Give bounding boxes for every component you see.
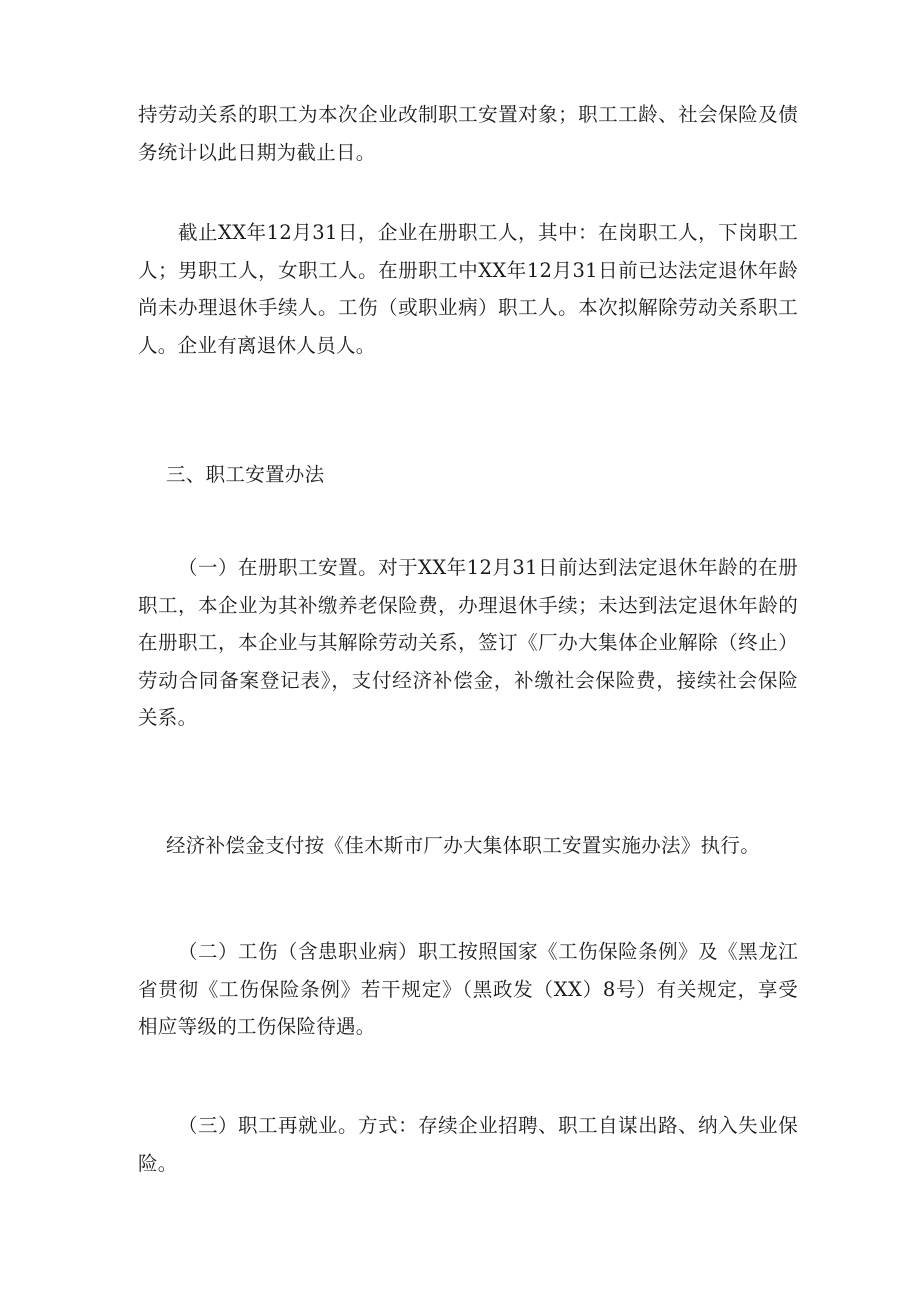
paragraph-reemployment: （三）职工再就业。方式：存续企业招聘、职工自谋出路、纳入失业保险。 — [138, 1114, 798, 1175]
paragraph-registered-staff: （一）在册职工安置。对于XX年12月31日前达到法定退休年龄的在册职工，本企业为其补缴养老保险费，办理退休手续；未达到法定退休年龄的在册职工，本企业与其解除劳动关系，签订《厂办大集体企业解除（终止）劳动合同备案登记表》，支付经济补偿金，补缴社会保险费，接续社会保险关系。 — [138, 556, 798, 729]
paragraph-work-injury: （二）工伤（含患职业病）职工按照国家《工伤保险条例》及《黑龙江省贯彻《工伤保险条例》若干规定》（黑政发（XX）8号）有关规定，享受相应等级的工伤保险待遇。 — [138, 940, 798, 1038]
paragraph-staff-statistics: 截止XX年12月31日，企业在册职工人，其中：在岗职工人，下岗职工人；男职工人，女职工人。在册职工中XX年12月31日前已达法定退休年龄尚未办理退休手续人。工伤（或职业病）职工人。本次拟解除劳动关系职工人。企业有离退休人员人。 — [138, 221, 798, 357]
paragraph-compensation: 经济补偿金支付按《佳木斯市厂办大集体职工安置实施办法》执行。 — [166, 834, 761, 857]
paragraph-continuation: 持劳动关系的职工为本次企业改制职工安置对象；职工工龄、社会保险及债务统计以此日期为截止日。 — [138, 103, 798, 164]
section-heading-placement: 三、职工安置办法 — [166, 463, 325, 486]
